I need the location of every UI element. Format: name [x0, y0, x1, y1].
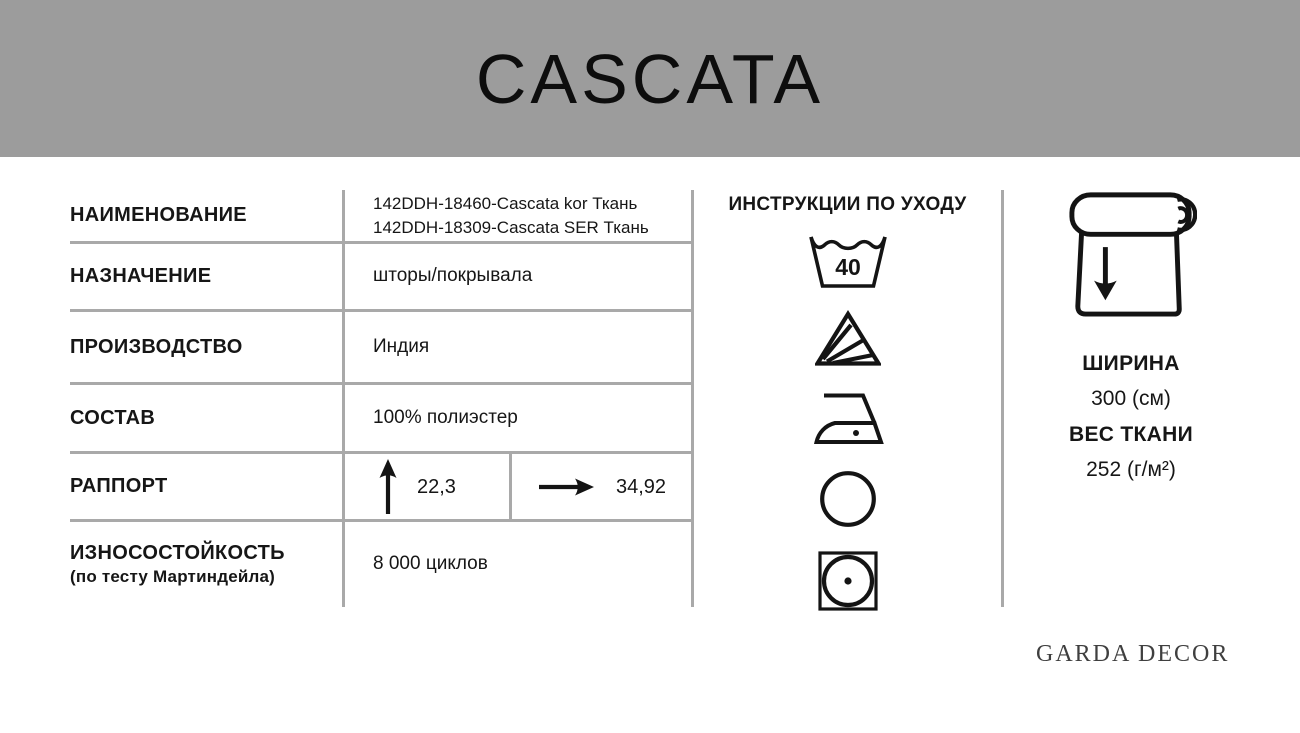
tumble-dry-one-dot-icon [818, 551, 878, 611]
weight-value: 252 (г/м²) [1086, 458, 1176, 481]
table-row-durability [70, 522, 693, 607]
width-value: 300 (см) [1091, 387, 1171, 410]
care-title: ИНСТРУКЦИИ ПО УХОДУ [728, 194, 967, 215]
row-label [70, 522, 342, 607]
page-title: CASCATA [475, 39, 825, 118]
row-label: РАППОРТ [70, 475, 168, 497]
fabric-specs-section [1001, 188, 1261, 482]
header-banner [0, 0, 1300, 157]
bleach-non-chlorine-icon [815, 310, 881, 367]
row-label: НАИМЕНОВАНИЕ [70, 204, 247, 226]
rapport-horizontal-cell [509, 454, 693, 519]
care-instructions-section [694, 190, 1001, 611]
fabric-roll-icon [1065, 188, 1197, 320]
value-line: 100% полиэстер [373, 406, 518, 428]
value-line: Индия [373, 335, 430, 357]
row-label: ПРОИЗВОДСТВО [70, 335, 243, 358]
rapport-vertical-cell [345, 454, 509, 519]
row-value [342, 454, 693, 519]
row-value [342, 385, 693, 451]
arrow-up-icon [377, 459, 399, 515]
value-line: 8 000 циклов [373, 553, 488, 575]
row-value [342, 190, 693, 241]
table-row-purpose [70, 244, 693, 312]
table-row-composition [70, 385, 693, 454]
value-line: 142DDH-18460-Cascata kor Ткань [373, 193, 638, 213]
brand-logo: GARDA DECOR [1036, 641, 1230, 667]
row-label-sub: (по тесту Мартиндейла) [70, 567, 276, 587]
rapport-vertical-value: 22,3 [417, 475, 456, 498]
iron-one-dot-icon [810, 391, 886, 446]
row-label-main: ИЗНОСОСТОЙКОСТЬ [70, 542, 285, 565]
rapport-horizontal-value: 34,92 [616, 475, 667, 498]
row-label: НАЗНАЧЕНИЕ [70, 265, 212, 287]
spec-table [70, 190, 693, 607]
table-row-production [70, 312, 693, 385]
table-row-rapport [70, 454, 693, 522]
row-label: СОСТАВ [70, 406, 156, 429]
value-line: шторы/покрывала [373, 265, 533, 287]
row-value [342, 312, 693, 382]
svg-text:40: 40 [834, 254, 861, 280]
dry-clean-circle-icon [819, 470, 877, 528]
value-line: 142DDH-18309-Cascata SER Ткань [373, 217, 649, 237]
wash-40-icon [806, 232, 890, 290]
row-value [342, 522, 693, 607]
width-label: ШИРИНА [1082, 352, 1180, 375]
weight-label: ВЕС ТКАНИ [1069, 423, 1193, 446]
table-row-name [70, 190, 693, 244]
row-value [342, 244, 693, 309]
arrow-right-icon [538, 476, 594, 498]
